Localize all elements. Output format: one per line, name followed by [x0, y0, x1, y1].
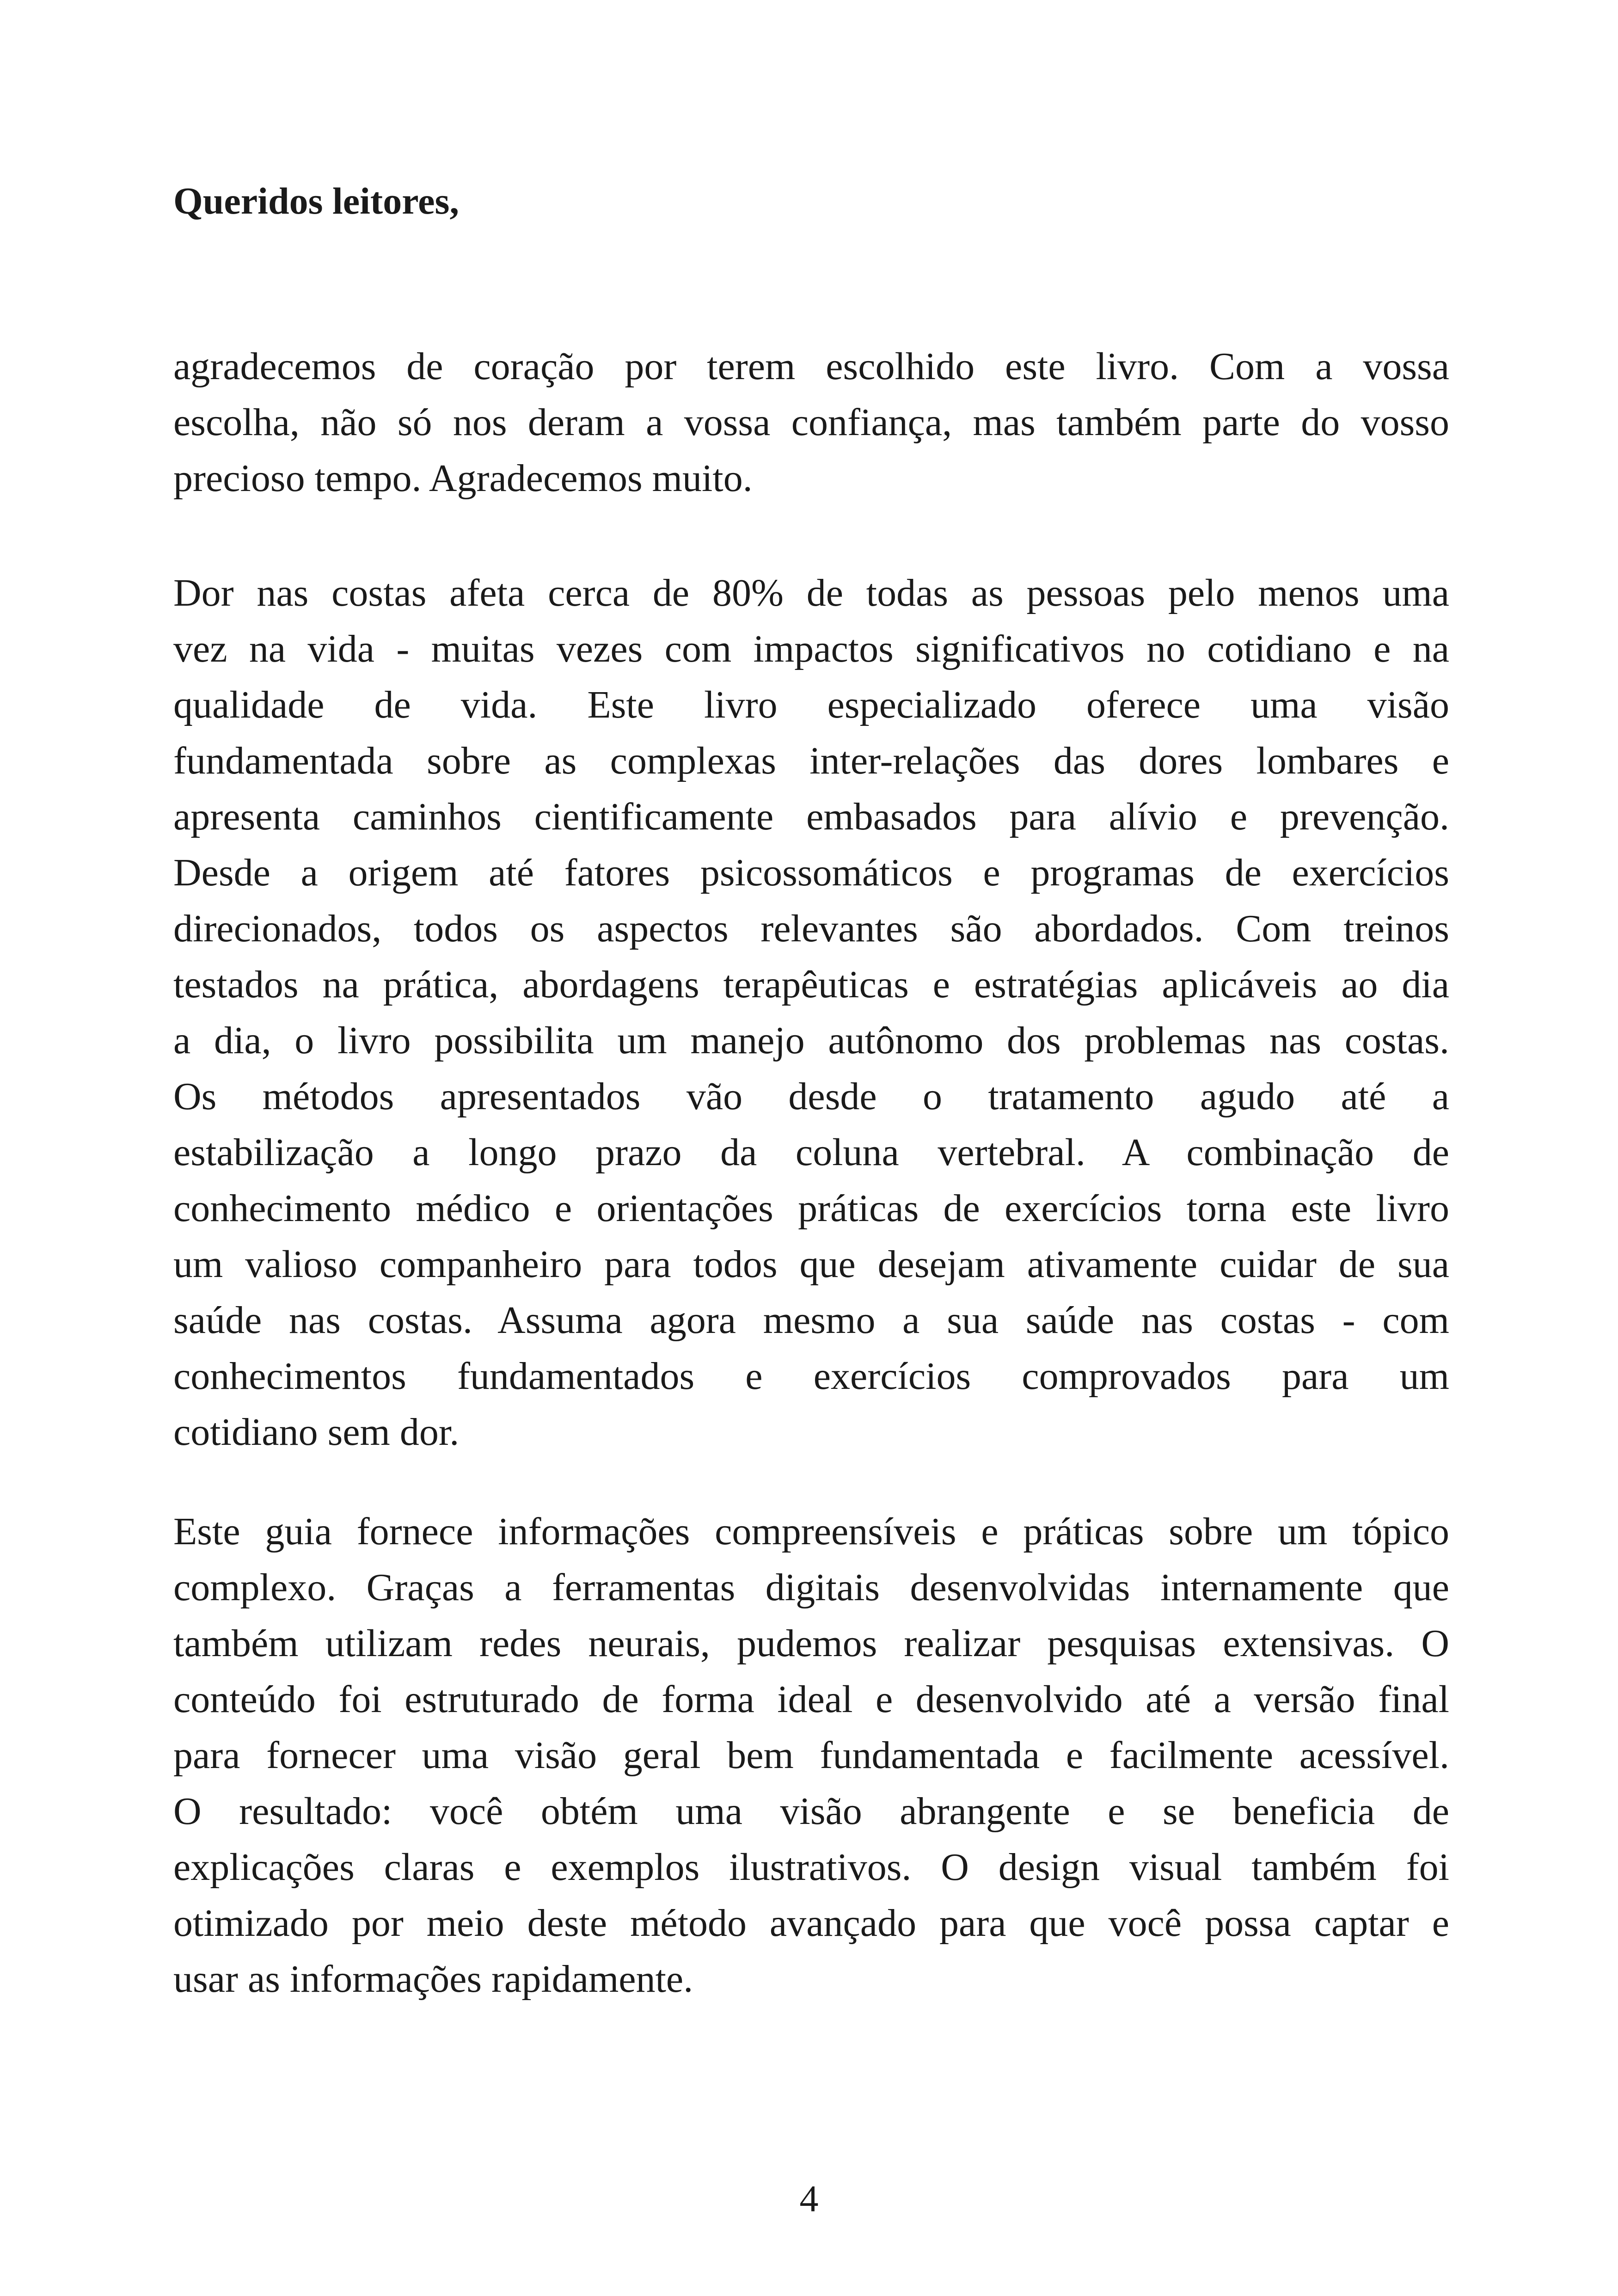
text-line: fundamentada sobre as complexas inter-relações das dores lombares e [173, 739, 1449, 782]
text-line: Dor nas costas afeta cerca de 80% de todas as pessoas pelo menos uma [173, 571, 1449, 614]
text-line: conteúdo foi estruturado de forma ideal e desenvolvido até a versão final [173, 1678, 1449, 1721]
text-line: conhecimentos fundamentados e exercícios comprovados para um [173, 1355, 1449, 1398]
text-line: O resultado: você obtém uma visão abrangente e se beneficia de [173, 1790, 1449, 1833]
paragraph-book-description [173, 565, 1449, 1460]
text-line: complexo. Graças a ferramentas digitais desenvolvidas internamente que [173, 1566, 1449, 1609]
text-line: Desde a origem até fatores psicossomáticos e programas de exercícios [173, 851, 1449, 894]
text-line: direcionados, todos os aspectos relevantes são abordados. Com treinos [173, 907, 1449, 950]
text-line: apresenta caminhos cientificamente embasados para alívio e prevenção. [173, 795, 1449, 838]
text-line: Os métodos apresentados vão desde o tratamento agudo até a [173, 1075, 1449, 1118]
text-line: também utilizam redes neurais, pudemos realizar pesquisas extensivas. O [173, 1622, 1449, 1665]
text-line: um valioso companheiro para todos que desejam ativamente cuidar de sua [173, 1243, 1449, 1286]
paragraph-guide-method [173, 1504, 1449, 2007]
text-line: qualidade de vida. Este livro especializado oferece uma visão [173, 683, 1449, 726]
page-number: 4 [799, 2178, 819, 2220]
text-line: agradecemos de coração por terem escolhido este livro. Com a vossa [173, 345, 1449, 388]
salutation-heading: Queridos leitores, [173, 180, 459, 222]
text-line: precioso tempo. Agradecemos muito. [173, 457, 753, 500]
text-line: escolha, não só nos deram a vossa confiança, mas também parte do vosso [173, 401, 1449, 444]
text-line: conhecimento médico e orientações práticas de exercícios torna este livro [173, 1187, 1449, 1230]
text-line: para fornecer uma visão geral bem fundamentada e facilmente acessível. [173, 1734, 1449, 1777]
text-line: Este guia fornece informações compreensíveis e práticas sobre um tópico [173, 1510, 1449, 1553]
text-line: a dia, o livro possibilita um manejo autônomo dos problemas nas costas. [173, 1019, 1449, 1062]
text-line: explicações claras e exemplos ilustrativos. O design visual também foi [173, 1846, 1449, 1889]
text-line: testados na prática, abordagens terapêuticas e estratégias aplicáveis ao dia [173, 963, 1449, 1006]
text-line: usar as informações rapidamente. [173, 1958, 693, 2001]
paragraph-thanks [173, 338, 1449, 506]
text-line: saúde nas costas. Assuma agora mesmo a sua saúde nas costas - com [173, 1299, 1449, 1342]
text-line: cotidiano sem dor. [173, 1411, 460, 1454]
text-line: vez na vida - muitas vezes com impactos significativos no cotidiano e na [173, 627, 1449, 670]
text-line: otimizado por meio deste método avançado para que você possa captar e [173, 1902, 1449, 1945]
text-line: estabilização a longo prazo da coluna vertebral. A combinação de [173, 1131, 1449, 1174]
